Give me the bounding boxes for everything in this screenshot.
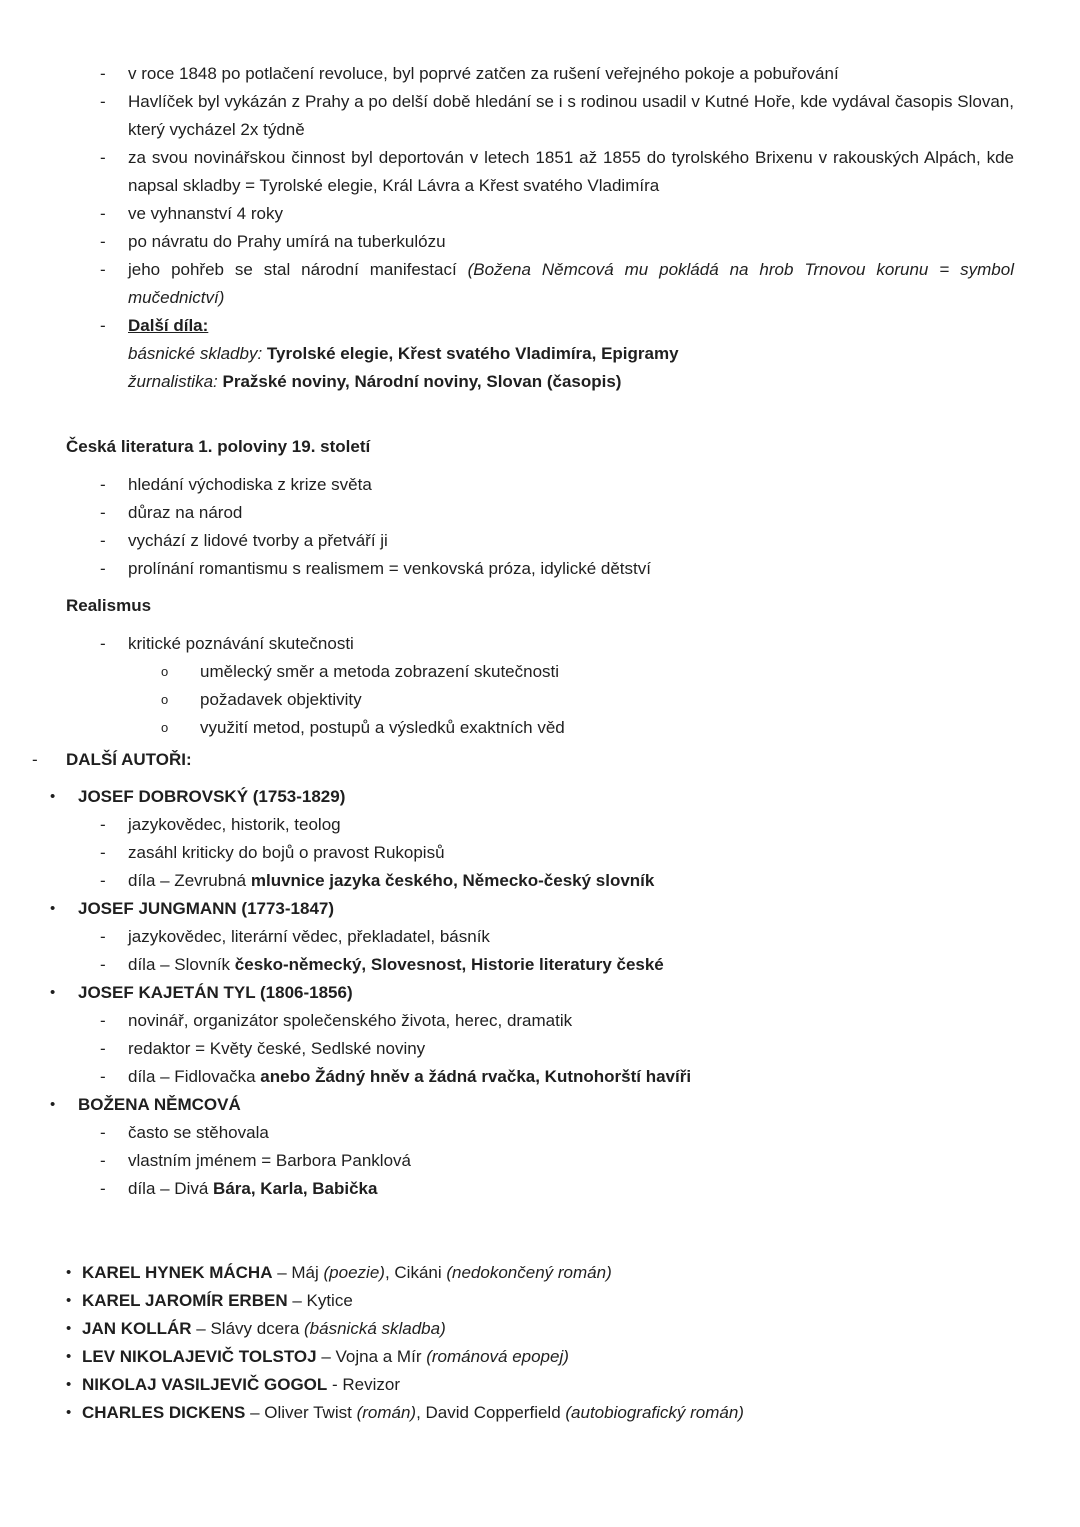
bullet-marker: • bbox=[50, 900, 56, 917]
bullet-marker: • bbox=[66, 1376, 72, 1393]
text-segment: – Oliver Twist bbox=[245, 1403, 357, 1422]
list-item bbox=[30, 630, 1014, 658]
text-line bbox=[82, 1263, 612, 1282]
text-line bbox=[128, 503, 242, 522]
text-line bbox=[200, 718, 565, 737]
dash-marker: - bbox=[32, 750, 38, 769]
text-segment: JOSEF JUNGMANN (1773-1847) bbox=[78, 899, 335, 918]
text-segment: často se stěhovala bbox=[128, 1123, 269, 1142]
circle-marker: o bbox=[161, 664, 169, 679]
text-line bbox=[128, 1039, 425, 1058]
bullet-marker: • bbox=[66, 1348, 72, 1365]
text-line bbox=[128, 1011, 572, 1030]
text-segment: Tyrolské elegie, Křest svatého Vladimíra, Epigramy bbox=[266, 344, 679, 363]
list-item bbox=[30, 1119, 1014, 1147]
list-item bbox=[30, 1007, 1014, 1035]
list-item bbox=[30, 1035, 1014, 1063]
list-item bbox=[30, 340, 1014, 368]
text-segment: (románová epopej) bbox=[426, 1347, 569, 1366]
list-item bbox=[30, 527, 1014, 555]
text-segment: – Vojna a Mír bbox=[316, 1347, 427, 1366]
list-item bbox=[30, 923, 1014, 951]
text-line bbox=[128, 634, 354, 653]
text-line bbox=[66, 596, 151, 615]
list-item bbox=[30, 555, 1014, 583]
text-segment: LEV NIKOLAJEVIČ TOLSTOJ bbox=[82, 1347, 317, 1366]
text-segment: CHARLES DICKENS bbox=[82, 1403, 246, 1422]
dash-marker: - bbox=[100, 503, 106, 522]
section-heading bbox=[30, 433, 1014, 461]
text-line bbox=[82, 1403, 744, 1422]
text-segment: důraz na národ bbox=[128, 503, 243, 522]
text-segment: – Slávy dcera bbox=[191, 1319, 305, 1338]
text-line bbox=[128, 475, 372, 494]
list-item bbox=[30, 88, 1014, 144]
list-item bbox=[30, 895, 1014, 923]
text-segment: DALŠÍ AUTOŘI: bbox=[66, 750, 192, 769]
list-item bbox=[30, 686, 1014, 714]
bullet-marker: • bbox=[66, 1264, 72, 1281]
dash-marker: - bbox=[100, 316, 106, 335]
text-line bbox=[128, 92, 1014, 139]
dash-marker: - bbox=[100, 1179, 106, 1198]
text-line bbox=[128, 1179, 377, 1198]
text-segment: Česká literatura 1. poloviny 19. století bbox=[66, 437, 371, 456]
bullet-marker: • bbox=[66, 1320, 72, 1337]
dash-marker: - bbox=[100, 843, 106, 862]
list-item bbox=[30, 499, 1014, 527]
text-segment: Realismus bbox=[66, 596, 152, 615]
text-segment: (nedokončený román) bbox=[446, 1263, 612, 1282]
list-item bbox=[30, 979, 1014, 1007]
dash-marker: - bbox=[100, 559, 106, 578]
text-segment: – Máj bbox=[272, 1263, 324, 1282]
text-line bbox=[128, 927, 490, 946]
dash-marker: - bbox=[100, 92, 106, 111]
text-segment: jazykovědec, literární vědec, překladatel, básník bbox=[128, 927, 490, 946]
text-line bbox=[128, 64, 839, 83]
list-item bbox=[30, 1147, 1014, 1175]
text-segment: (autobiografický román) bbox=[565, 1403, 744, 1422]
text-segment: díla – Fidlovačka bbox=[128, 1067, 261, 1086]
text-segment: jeho pohřeb se stal národní manifestací bbox=[128, 260, 468, 279]
text-line bbox=[82, 1347, 569, 1366]
list-item bbox=[30, 867, 1014, 895]
blank-line bbox=[30, 1203, 1014, 1231]
text-line bbox=[128, 1067, 691, 1086]
list-item bbox=[30, 1063, 1014, 1091]
text-line bbox=[128, 531, 388, 550]
text-line bbox=[82, 1291, 353, 1310]
text-segment: díla – Divá bbox=[128, 1179, 214, 1198]
text-line bbox=[128, 232, 446, 251]
list-item bbox=[30, 1259, 1014, 1287]
text-segment: (básnická skladba) bbox=[304, 1319, 446, 1338]
text-segment: zasáhl kriticky do bojů o pravost Rukopisů bbox=[128, 843, 445, 862]
text-segment: jazykovědec, historik, teolog bbox=[128, 815, 341, 834]
list-item bbox=[30, 471, 1014, 499]
dash-marker: - bbox=[100, 475, 106, 494]
text-segment: , Cikáni bbox=[384, 1263, 447, 1282]
dash-marker: - bbox=[100, 232, 106, 251]
text-line bbox=[128, 815, 341, 834]
text-segment: kritické poznávání skutečnosti bbox=[128, 634, 354, 653]
text-line bbox=[66, 437, 370, 456]
text-line bbox=[128, 344, 679, 363]
text-segment: JOSEF KAJETÁN TYL (1806-1856) bbox=[78, 983, 353, 1002]
text-line bbox=[78, 1095, 241, 1114]
text-segment: anebo Žádný hněv a žádná rvačka, Kutnohorští havíři bbox=[260, 1067, 692, 1086]
list-item bbox=[30, 312, 1014, 340]
dash-marker: - bbox=[100, 634, 106, 653]
text-segment: ve vyhnanství 4 roky bbox=[128, 204, 283, 223]
text-segment: (poezie) bbox=[323, 1263, 385, 1282]
dash-marker: - bbox=[100, 871, 106, 890]
text-segment: Pražské noviny, Národní noviny, Slovan (časopis) bbox=[222, 372, 622, 391]
text-segment: Havlíček byl vykázán z Prahy a po delší době hledání se i s rodinou usadil v Kutné Hoře, kde vydával časopis Slovan, který vycházel 2x týdně bbox=[128, 92, 1014, 139]
list-item bbox=[30, 951, 1014, 979]
list-item bbox=[30, 60, 1014, 88]
text-line bbox=[128, 316, 208, 335]
dash-marker: - bbox=[100, 260, 106, 279]
text-line bbox=[128, 204, 283, 223]
dash-marker: - bbox=[100, 1011, 106, 1030]
text-line bbox=[78, 787, 345, 806]
text-segment: Další díla: bbox=[128, 316, 209, 335]
dash-marker: - bbox=[100, 1151, 106, 1170]
dash-marker: - bbox=[100, 927, 106, 946]
text-segment: (Božena Němcová mu pokládá na hrob Trnovou korunu = symbol mučednictví) bbox=[128, 260, 1014, 307]
text-segment: JOSEF DOBROVSKÝ (1753-1829) bbox=[78, 787, 346, 806]
dash-marker: - bbox=[100, 204, 106, 223]
text-line bbox=[128, 372, 621, 391]
dash-marker: - bbox=[100, 148, 106, 167]
dash-marker: - bbox=[100, 531, 106, 550]
list-item bbox=[30, 1091, 1014, 1119]
list-item bbox=[30, 746, 1014, 774]
text-line bbox=[128, 1151, 411, 1170]
text-segment: , David Copperfield bbox=[416, 1403, 566, 1422]
bullet-marker: • bbox=[50, 1096, 56, 1113]
text-line bbox=[78, 983, 353, 1002]
dash-marker: - bbox=[100, 955, 106, 974]
text-segment: vlastním jménem = Barbora Panklová bbox=[128, 1151, 411, 1170]
text-segment: umělecký směr a metoda zobrazení skutečnosti bbox=[200, 662, 560, 681]
bullet-marker: • bbox=[66, 1404, 72, 1421]
text-segment: česko-německý, Slovesnost, Historie literatury české bbox=[234, 955, 664, 974]
list-item bbox=[30, 783, 1014, 811]
text-segment: – Kytice bbox=[287, 1291, 353, 1310]
text-segment: KAREL HYNEK MÁCHA bbox=[82, 1263, 273, 1282]
text-line bbox=[82, 1319, 446, 1338]
dash-marker: - bbox=[100, 1067, 106, 1086]
text-line bbox=[200, 662, 559, 681]
list-item bbox=[30, 839, 1014, 867]
list-item bbox=[30, 368, 1014, 396]
text-line bbox=[128, 843, 445, 862]
text-segment: NIKOLAJ VASILJEVIČ GOGOL bbox=[82, 1375, 328, 1394]
text-segment: KAREL JAROMÍR ERBEN bbox=[82, 1291, 288, 1310]
list-item bbox=[30, 228, 1014, 256]
dash-marker: - bbox=[100, 1123, 106, 1142]
text-segment: - Revizor bbox=[327, 1375, 401, 1394]
circle-marker: o bbox=[161, 720, 169, 735]
text-line bbox=[128, 559, 651, 578]
text-segment: Bára, Karla, Babička bbox=[213, 1179, 378, 1198]
text-segment: požadavek objektivity bbox=[200, 690, 362, 709]
dash-marker: - bbox=[100, 1039, 106, 1058]
list-item bbox=[30, 811, 1014, 839]
blank-line bbox=[30, 1231, 1014, 1259]
text-segment: hledání východiska z krize světa bbox=[128, 475, 372, 494]
bullet-marker: • bbox=[66, 1292, 72, 1309]
text-line bbox=[128, 1123, 269, 1142]
list-item bbox=[30, 256, 1014, 312]
text-segment: díla – Slovník bbox=[128, 955, 235, 974]
bullet-marker: • bbox=[50, 984, 56, 1001]
text-line bbox=[78, 899, 334, 918]
list-item bbox=[30, 144, 1014, 200]
text-line bbox=[128, 260, 1014, 307]
text-line bbox=[82, 1375, 400, 1394]
list-item bbox=[30, 1343, 1014, 1371]
text-segment: vychází z lidové tvorby a přetváří ji bbox=[128, 531, 388, 550]
text-segment: básnické skladby: bbox=[128, 344, 267, 363]
text-segment: po návratu do Prahy umírá na tuberkulózu bbox=[128, 232, 446, 251]
list-item bbox=[30, 200, 1014, 228]
text-segment: díla – Zevrubná bbox=[128, 871, 251, 890]
text-segment: mluvnice jazyka českého, Německo-český slovník bbox=[250, 871, 655, 890]
circle-marker: o bbox=[161, 692, 169, 707]
list-item bbox=[30, 1399, 1014, 1427]
text-segment: využití metod, postupů a výsledků exaktních věd bbox=[200, 718, 565, 737]
dash-marker: - bbox=[100, 64, 106, 83]
list-item bbox=[30, 714, 1014, 742]
text-segment: za svou novinářskou činnost byl deportován v letech 1851 až 1855 do tyrolského Brixenu v rakouských Alpách, kde napsal skladby = Tyrolské elegie, Král Lávra a Křest svatého Vladimíra bbox=[128, 148, 1014, 195]
text-segment: v roce 1848 po potlačení revoluce, byl poprvé zatčen za rušení veřejného pokoje a pobuřování bbox=[128, 64, 839, 83]
text-line bbox=[128, 148, 1014, 195]
text-line bbox=[66, 750, 192, 769]
list-item bbox=[30, 1315, 1014, 1343]
text-segment: redaktor = Květy české, Sedlské noviny bbox=[128, 1039, 426, 1058]
text-segment: žurnalistika: bbox=[128, 372, 223, 391]
dash-marker: - bbox=[100, 815, 106, 834]
list-item bbox=[30, 1175, 1014, 1203]
text-segment: (román) bbox=[356, 1403, 417, 1422]
text-line bbox=[128, 871, 654, 890]
blank-line bbox=[30, 396, 1014, 424]
text-segment: BOŽENA NĚMCOVÁ bbox=[78, 1095, 241, 1114]
section-heading bbox=[30, 592, 1014, 620]
text-segment: novinář, organizátor společenského života, herec, dramatik bbox=[128, 1011, 573, 1030]
text-segment: prolínání romantismu s realismem = venkovská próza, idylické dětství bbox=[128, 559, 651, 578]
list-item bbox=[30, 1287, 1014, 1315]
list-item bbox=[30, 1371, 1014, 1399]
list-item bbox=[30, 658, 1014, 686]
text-line bbox=[200, 690, 362, 709]
text-segment: JAN KOLLÁR bbox=[82, 1319, 192, 1338]
text-line bbox=[128, 955, 664, 974]
bullet-marker: • bbox=[50, 788, 56, 805]
